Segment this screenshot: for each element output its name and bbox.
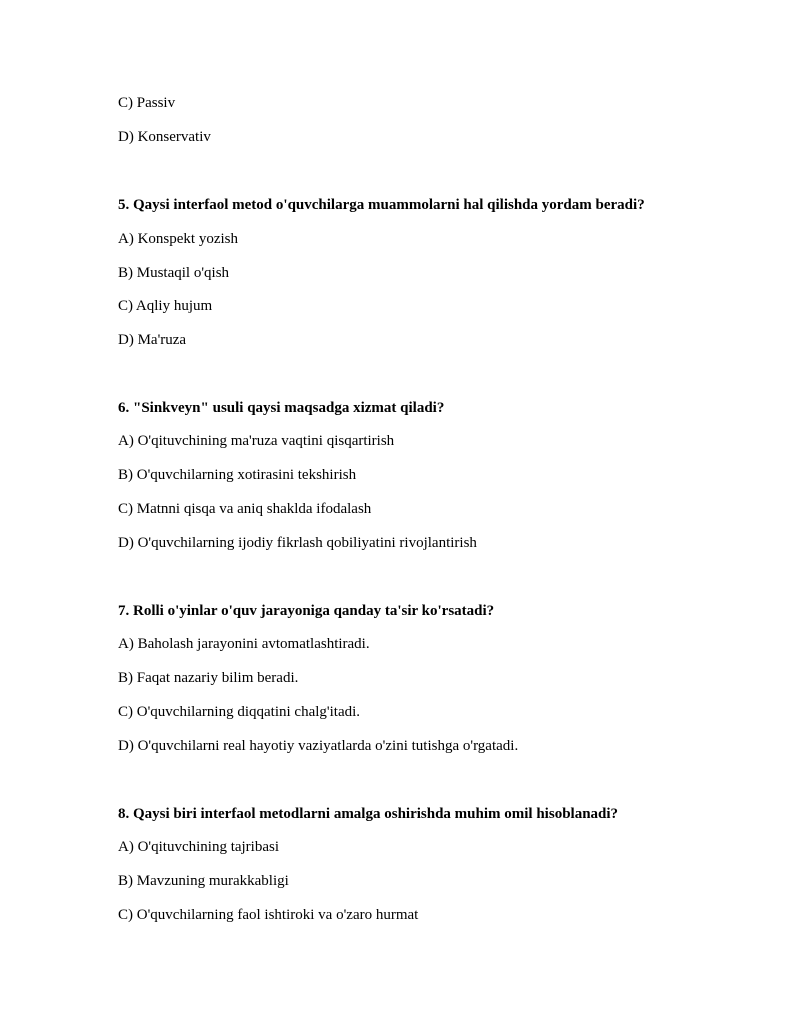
question-8-option-b: B) Mavzuning murakkabligi [118, 873, 289, 889]
question-7-option-b: B) Faqat nazariy bilim beradi. [118, 670, 299, 686]
option-d: D) Konservativ [118, 129, 211, 145]
question-7: 7. Rolli o'yinlar o'quv jarayoniga qanday ta'sir ko'rsatadi? [118, 603, 495, 619]
question-7-option-d: D) O'quvchilarni real hayotiy vaziyatlarda o'zini tutishga o'rgatadi. [118, 738, 519, 754]
question-5-option-c: C) Aqliy hujum [118, 298, 213, 314]
question-8: 8. Qaysi biri interfaol metodlarni amalga oshirishda muhim omil hisoblanadi? [118, 806, 619, 822]
question-6-option-c: C) Matnni qisqa va aniq shaklda ifodalash [118, 501, 372, 517]
question-5-option-b: B) Mustaqil o'qish [118, 265, 230, 281]
question-8-option-a: A) O'qituvchining tajribasi [118, 839, 280, 855]
question-5: 5. Qaysi interfaol metod o'quvchilarga muammolarni hal qilishda yordam beradi? [118, 197, 645, 213]
question-6-option-b: B) O'quvchilarning xotirasini tekshirish [118, 467, 357, 483]
question-7-option-a: A) Baholash jarayonini avtomatlashtiradi. [118, 636, 370, 652]
question-5-option-a: A) Konspekt yozish [118, 231, 238, 247]
question-8-option-c: C) O'quvchilarning faol ishtiroki va o'zaro hurmat [118, 907, 419, 923]
question-7-option-c: C) O'quvchilarning diqqatini chalg'itadi. [118, 704, 361, 720]
question-6-option-d: D) O'quvchilarning ijodiy fikrlash qobiliyatini rivojlantirish [118, 535, 477, 551]
option-c: C) Passiv [118, 95, 176, 111]
question-6: 6. "Sinkveyn" usuli qaysi maqsadga xizmat qiladi? [118, 400, 445, 416]
question-5-option-d: D) Ma'ruza [118, 332, 187, 348]
question-6-option-a: A) O'qituvchining ma'ruza vaqtini qisqartirish [118, 433, 395, 449]
